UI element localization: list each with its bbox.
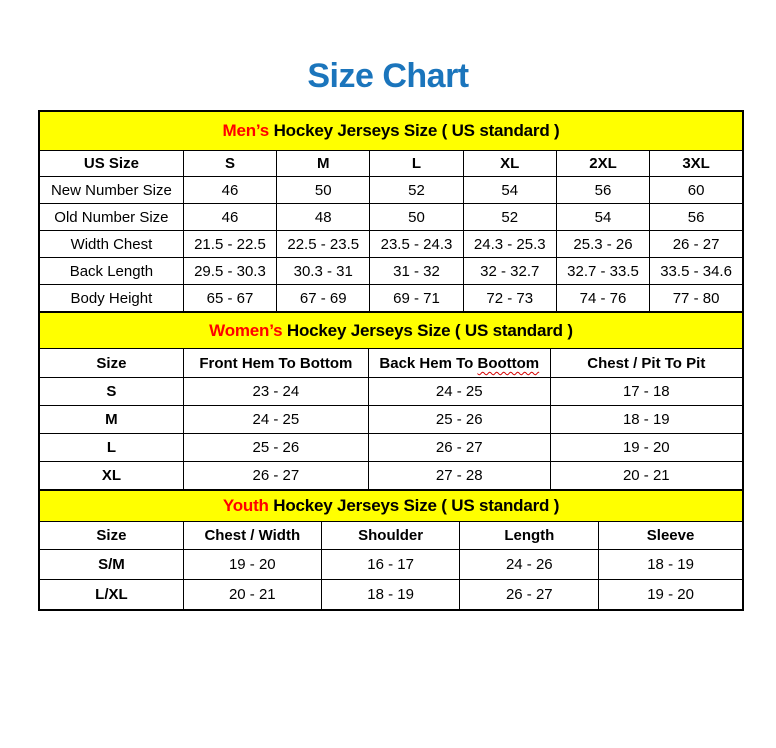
table-cell: 52 (463, 204, 556, 231)
table-cell: 24.3 - 25.3 (463, 231, 556, 258)
table-cell: 19 - 20 (550, 434, 743, 462)
table-cell: 56 (650, 204, 743, 231)
table-row (39, 580, 743, 610)
column-header: Size (39, 522, 183, 550)
row-label: M (39, 406, 183, 434)
table-cell: 50 (370, 204, 463, 231)
band-title-text: Hockey Jerseys Size ( US standard ) (269, 121, 560, 141)
band-accent-text: Men’s (222, 121, 270, 141)
row-label: S (39, 378, 183, 406)
column-header: Shoulder (321, 522, 460, 550)
band-title-text: Hockey Jerseys Size ( US standard ) (282, 320, 573, 340)
table-row (39, 406, 743, 434)
table-cell: 54 (463, 177, 556, 204)
table-cell: 50 (277, 177, 370, 204)
table-row (39, 204, 743, 231)
column-header: Length (460, 522, 599, 550)
table-cell: 26 - 27 (183, 462, 368, 490)
column-header: Chest / Pit To Pit (550, 349, 743, 378)
section-band (39, 312, 743, 349)
table-cell: 67 - 69 (277, 285, 370, 312)
table-cell: 74 - 76 (556, 285, 649, 312)
table-row (39, 285, 743, 312)
header-row (39, 151, 743, 177)
column-header: L (370, 151, 463, 177)
table-row (39, 378, 743, 406)
band-accent-text: Youth (222, 496, 269, 516)
row-label: XL (39, 462, 183, 490)
table-cell: 18 - 19 (321, 580, 460, 610)
table-cell: 24 - 26 (460, 550, 599, 580)
table-cell: 32.7 - 33.5 (556, 258, 649, 285)
mens-size-table (38, 110, 744, 313)
table-cell: 25 - 26 (368, 406, 550, 434)
misspelled-word: Boottom (477, 354, 540, 372)
row-label: New Number Size (39, 177, 183, 204)
column-header: Front Hem To Bottom (183, 349, 368, 378)
table-cell: 16 - 17 (321, 550, 460, 580)
column-header: Back Hem To Boottom (368, 349, 550, 378)
section-band-row (39, 490, 743, 522)
table-cell: 72 - 73 (463, 285, 556, 312)
table-cell: 48 (277, 204, 370, 231)
table-cell: 21.5 - 22.5 (183, 231, 276, 258)
table-cell: 32 - 32.7 (463, 258, 556, 285)
youth-size-table (38, 489, 744, 611)
table-cell: 65 - 67 (183, 285, 276, 312)
column-header: 2XL (556, 151, 649, 177)
table-cell: 33.5 - 34.6 (650, 258, 743, 285)
table-cell: 17 - 18 (550, 378, 743, 406)
table-cell: 52 (370, 177, 463, 204)
row-label: Back Length (39, 258, 183, 285)
table-cell: 25 - 26 (183, 434, 368, 462)
table-cell: 46 (183, 204, 276, 231)
table-cell: 46 (183, 177, 276, 204)
table-cell: 26 - 27 (650, 231, 743, 258)
band-title-text: Hockey Jerseys Size ( US standard ) (268, 496, 560, 516)
womens-size-table (38, 311, 744, 491)
table-cell: 30.3 - 31 (277, 258, 370, 285)
table-cell: 24 - 25 (368, 378, 550, 406)
page-title: Size Chart (307, 57, 469, 95)
column-header: Sleeve (599, 522, 743, 550)
band-accent-text: Women’s (209, 320, 283, 340)
table-row (39, 258, 743, 285)
row-label: Body Height (39, 285, 183, 312)
row-label: L (39, 434, 183, 462)
table-cell: 18 - 19 (550, 406, 743, 434)
column-header: Chest / Width (183, 522, 321, 550)
section-band (39, 111, 743, 151)
header-row (39, 522, 743, 550)
table-row (39, 177, 743, 204)
table-cell: 23.5 - 24.3 (370, 231, 463, 258)
row-label: Old Number Size (39, 204, 183, 231)
table-cell: 26 - 27 (460, 580, 599, 610)
table-cell: 27 - 28 (368, 462, 550, 490)
table-cell: 60 (650, 177, 743, 204)
table-cell: 31 - 32 (370, 258, 463, 285)
table-cell: 20 - 21 (550, 462, 743, 490)
table-cell: 18 - 19 (599, 550, 743, 580)
section-band-row (39, 312, 743, 349)
table-cell: 29.5 - 30.3 (183, 258, 276, 285)
table-row (39, 462, 743, 490)
table-row (39, 434, 743, 462)
table-cell: 22.5 - 23.5 (277, 231, 370, 258)
column-header: S (183, 151, 276, 177)
column-header: US Size (39, 151, 183, 177)
table-cell: 77 - 80 (650, 285, 743, 312)
table-cell: 19 - 20 (183, 550, 321, 580)
table-cell: 26 - 27 (368, 434, 550, 462)
table-cell: 23 - 24 (183, 378, 368, 406)
section-band-row (39, 111, 743, 151)
header-row (39, 349, 743, 378)
column-header: M (277, 151, 370, 177)
table-row (39, 231, 743, 258)
size-chart (38, 110, 744, 611)
row-label: Width Chest (39, 231, 183, 258)
table-cell: 56 (556, 177, 649, 204)
table-cell: 19 - 20 (599, 580, 743, 610)
table-row (39, 550, 743, 580)
table-cell: 25.3 - 26 (556, 231, 649, 258)
row-label: S/M (39, 550, 183, 580)
table-cell: 69 - 71 (370, 285, 463, 312)
section-band (39, 490, 743, 522)
column-header: Size (39, 349, 183, 378)
table-cell: 54 (556, 204, 649, 231)
size-chart-page (0, 56, 776, 611)
table-cell: 24 - 25 (183, 406, 368, 434)
table-cell: 20 - 21 (183, 580, 321, 610)
column-header: XL (463, 151, 556, 177)
row-label: L/XL (39, 580, 183, 610)
column-header: 3XL (650, 151, 743, 177)
